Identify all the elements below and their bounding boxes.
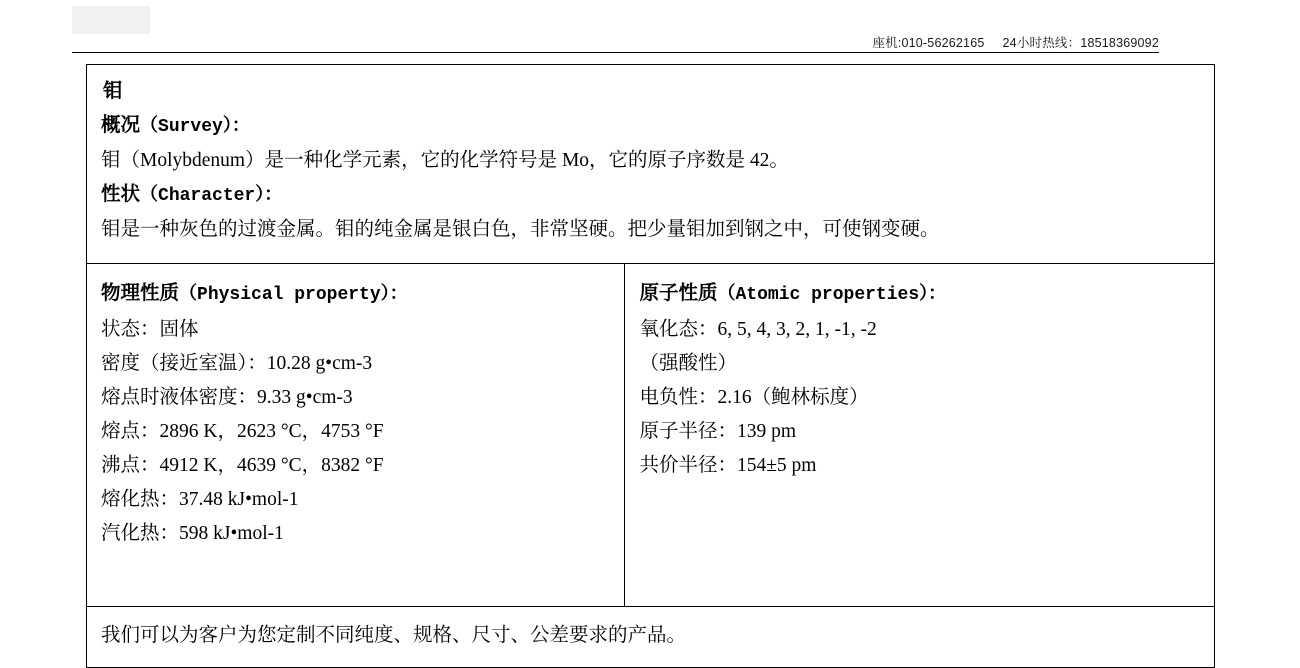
atomic-heading-cn: 原子性质: [639, 283, 718, 304]
physical-row: 熔点时液体密度：9.33 g•cm-3: [101, 387, 353, 408]
survey-heading-cn: 概况: [101, 115, 141, 136]
physical-row: 沸点：4912 K，4639 °C，8382 °F: [101, 455, 384, 476]
physical-properties-cell: [87, 264, 625, 607]
physical-row: 状态：固体: [101, 319, 199, 340]
survey-heading: [101, 109, 1200, 144]
atomic-properties-cell: [625, 264, 1215, 607]
survey-text: 钼（Molybdenum）是一种化学元素，它的化学符号是 Mo，它的原子序数是 42。: [101, 150, 789, 171]
physical-heading-cn: 物理性质: [101, 283, 180, 304]
footer-note-cell: [87, 607, 1215, 668]
table-row-note: [87, 607, 1215, 668]
header-divider: [72, 52, 1159, 53]
physical-row: 汽化热：598 kJ•mol-1: [101, 523, 284, 544]
atomic-row: 氧化态：6, 5, 4, 3, 2, 1, -1, -2: [639, 319, 877, 340]
physical-row: 熔点：2896 K，2623 °C，4753 °F: [101, 421, 384, 442]
character-text: 钼是一种灰色的过渡金属。钼的纯金属是银白色，非常坚硬。把少量钼加到钢之中，可使钢变硬。: [101, 219, 940, 240]
physical-heading: [101, 276, 610, 313]
physical-row: 密度（接近室温）：10.28 g•cm-3: [101, 353, 373, 374]
contact-info: [872, 33, 1159, 51]
atomic-heading: [639, 276, 1200, 313]
survey-heading-en: （Survey）：: [140, 117, 250, 137]
company-logo: [72, 6, 150, 34]
element-title: 钼: [103, 81, 123, 102]
atomic-row: 电负性：2.16（鲍林标度）: [639, 387, 869, 408]
character-heading-en: （Character）：: [140, 186, 283, 206]
hotline-label: 24小时热线：18518369092: [1002, 36, 1159, 50]
character-heading: [101, 178, 1200, 213]
element-datasheet-table: [86, 64, 1215, 668]
table-row-overview: [87, 65, 1215, 264]
atomic-heading-en: （Atomic properties）：: [717, 285, 947, 305]
page-header: [0, 0, 1300, 56]
physical-heading-en: （Physical property）：: [179, 285, 408, 305]
atomic-row: 原子半径：139 pm: [639, 421, 797, 442]
character-heading-cn: 性状: [101, 184, 141, 205]
footer-note: 我们可以为客户为您定制不同纯度、规格、尺寸、公差要求的产品。: [101, 625, 687, 646]
atomic-row: 共价半径：154±5 pm: [639, 455, 817, 476]
phone-label: 座机:010-56262165: [872, 36, 985, 50]
physical-row: 熔化热：37.48 kJ•mol-1: [101, 489, 299, 510]
table-row-properties: [87, 264, 1215, 607]
overview-cell: [87, 65, 1215, 264]
atomic-row: （强酸性）: [639, 353, 737, 374]
